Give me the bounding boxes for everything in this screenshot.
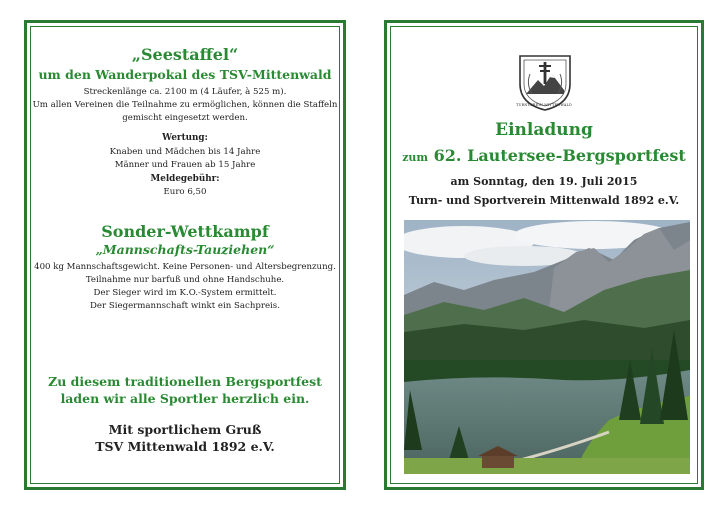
sonder-subtitle: „Mannschafts-Tauziehen“	[95, 242, 275, 257]
seestaffel-line-1: Streckenlänge ca. 2100 m (4 Läufer, à 525 m).	[83, 87, 287, 97]
event-name: 62. Lautersee-Bergsportfest	[433, 146, 686, 165]
seestaffel-title: „Seestaffel“	[131, 45, 239, 64]
event-subtitle-prefix: zum	[402, 151, 429, 164]
seestaffel-line-2: Um allen Vereinen die Teilnahme zu ermöglichen, können die Staffeln	[32, 100, 338, 110]
sonder-title: Sonder-Wettkampf	[101, 222, 269, 241]
logo-text: TURNVEREIN MITTENWALD	[516, 103, 572, 107]
right-page	[384, 20, 704, 490]
organizer: Turn- und Sportverein Mittenwald 1892 e.V.	[408, 194, 680, 207]
event-date: am Sonntag, den 19. Juli 2015	[450, 175, 638, 188]
invitation-title: Einladung	[495, 120, 593, 140]
sonder-line-3: Der Sieger wird im K.O.-System ermittelt.	[93, 288, 277, 298]
wertung-heading: Wertung:	[162, 133, 208, 143]
invite-line-2: laden wir alle Sportler herzlich ein.	[60, 391, 310, 406]
seestaffel-line-3: gemischt eingesetzt werden.	[122, 113, 248, 123]
meldegebuehr-heading: Meldegebühr:	[150, 174, 220, 184]
lake-photo	[404, 220, 690, 474]
invite-line-1: Zu diesem traditionellen Bergsportfest	[48, 374, 322, 389]
closing-line-1: Mit sportlichem Gruß	[108, 422, 262, 437]
closing-line-2: TSV Mittenwald 1892 e.V.	[95, 439, 275, 454]
wertung-line-1: Knaben und Mädchen bis 14 Jahre	[109, 147, 261, 157]
seestaffel-subtitle: um den Wanderpokal des TSV-Mittenwald	[38, 67, 332, 82]
left-page	[24, 20, 346, 490]
meldegebuehr-value: Euro 6,50	[163, 187, 207, 197]
sonder-line-1: 400 kg Mannschaftsgewicht. Keine Personen- und Altersbegrenzung.	[34, 262, 336, 272]
sonder-line-2: Teilnahme nur barfuß und ohne Handschuhe.	[85, 275, 285, 285]
sonder-line-4: Der Siegermannschaft winkt ein Sachpreis.	[90, 301, 280, 311]
event-subtitle	[387, 146, 701, 165]
wertung-line-2: Männer und Frauen ab 15 Jahre	[114, 160, 256, 170]
